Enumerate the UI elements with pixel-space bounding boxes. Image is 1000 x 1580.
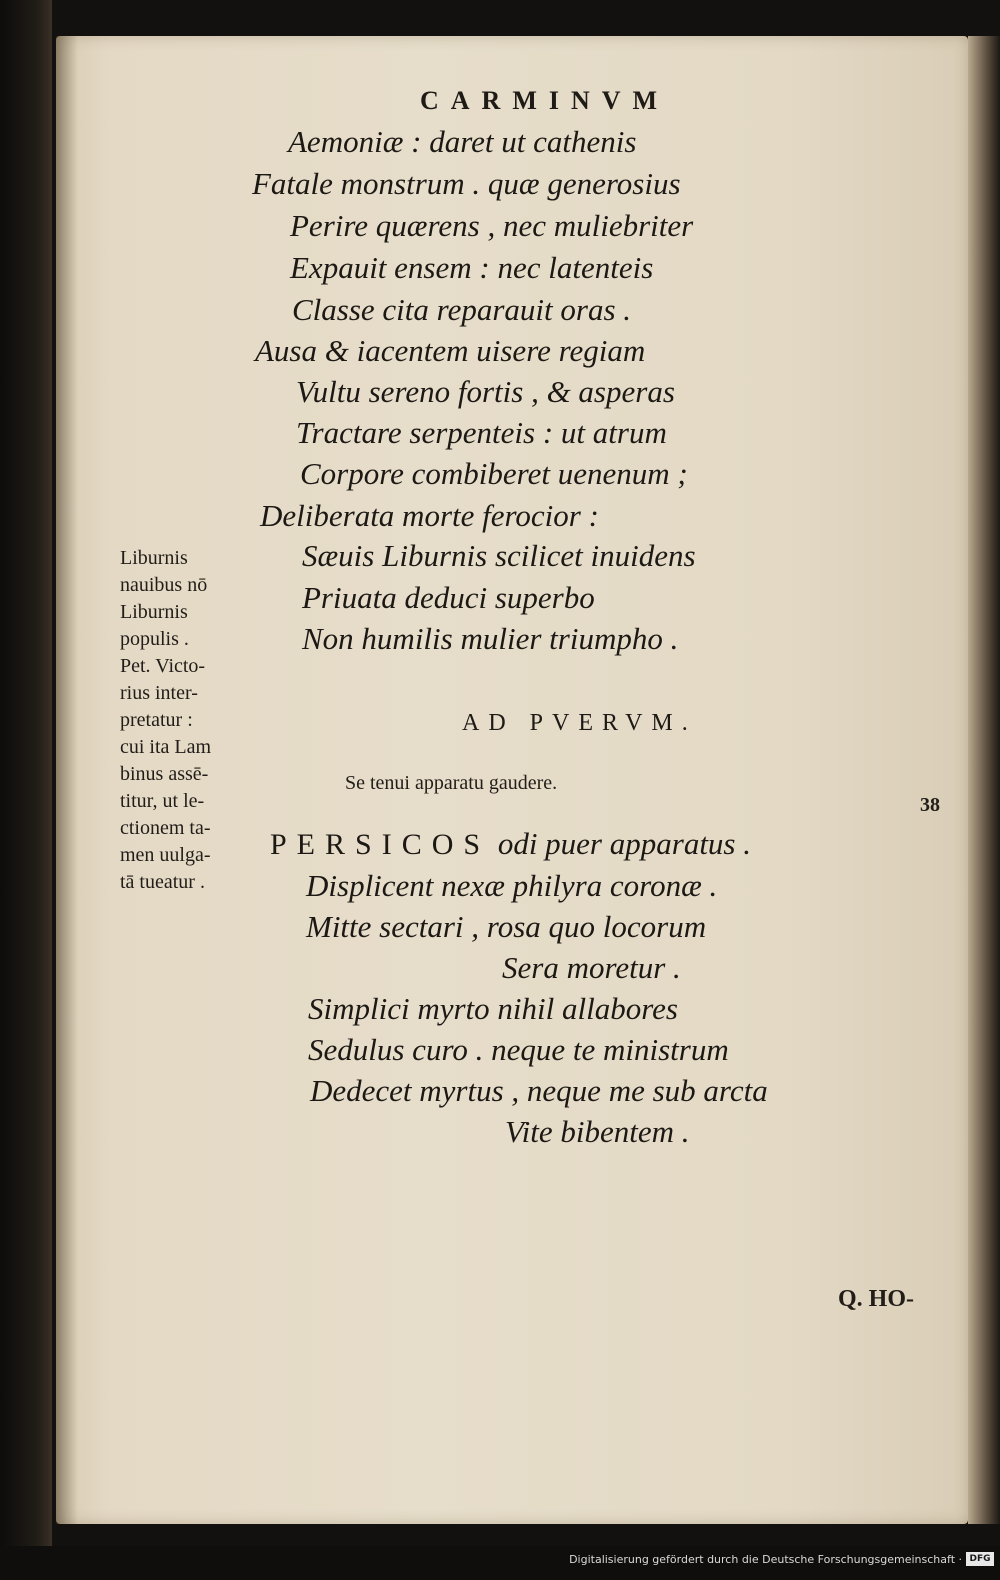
verse-line: Vite bibentem . bbox=[505, 1114, 690, 1149]
verse-line-rest: odi puer apparatus . bbox=[497, 826, 751, 861]
verse-line: Simplici myrto nihil allabores bbox=[308, 991, 678, 1026]
verse-line: Ausa & iacentem uisere regiam bbox=[255, 333, 646, 368]
marginal-line: rius inter- bbox=[120, 682, 198, 704]
verse-line: Vultu sereno fortis , & asperas bbox=[296, 374, 675, 409]
verse-line: Fatale monstrum . quæ generosius bbox=[252, 166, 681, 201]
marginal-line: Pet. Victo- bbox=[120, 655, 206, 677]
footer-credit: Digitalisierung gefördert durch die Deutsche Forschungsgemeinschaft · bbox=[569, 1553, 962, 1566]
verse-line: Sæuis Liburnis scilicet inuidens bbox=[302, 538, 696, 573]
poem-subtitle: Se tenui apparatu gaudere. bbox=[345, 772, 558, 794]
verse-line: Sera moretur . bbox=[502, 950, 681, 985]
facing-page-edge bbox=[968, 36, 1000, 1524]
marginal-line: pretatur : bbox=[120, 709, 193, 731]
marginal-line: titur, ut le- bbox=[120, 790, 205, 812]
marginal-line: tā tueatur . bbox=[120, 871, 205, 893]
verse-line: Non humilis mulier triumpho . bbox=[302, 621, 679, 656]
verse-line: Perire quærens , nec muliebriter bbox=[290, 208, 694, 243]
verse-line: Aemoniæ : daret ut cathenis bbox=[288, 124, 637, 159]
running-head: CARMINVM bbox=[420, 86, 670, 115]
catchword: Q. HO- bbox=[838, 1286, 914, 1312]
verse-line: Deliberata morte ferocior : bbox=[260, 498, 599, 533]
dfg-logo: DFG bbox=[966, 1552, 994, 1566]
marginal-line: men uulga- bbox=[120, 844, 211, 866]
folio-number: 38 bbox=[920, 794, 940, 816]
verse-line: Priuata deduci superbo bbox=[302, 580, 595, 615]
verse-line: Classe cita reparauit oras . bbox=[292, 292, 632, 327]
verse-line: Dedecet myrtus , neque me sub arcta bbox=[310, 1073, 768, 1108]
book-left-edge bbox=[0, 0, 52, 1580]
marginal-line: populis . bbox=[120, 628, 189, 650]
marginal-line: cui ita Lam bbox=[120, 736, 212, 758]
marginal-note bbox=[120, 545, 250, 896]
verse-line-first bbox=[270, 826, 751, 862]
verse-line: Sedulus curo . neque te ministrum bbox=[308, 1032, 729, 1067]
marginal-line: Liburnis bbox=[120, 547, 188, 569]
verse-line: Displicent nexæ philyra coronæ . bbox=[306, 868, 718, 903]
marginal-line: binus assē- bbox=[120, 763, 209, 785]
verse-line: Tractare serpenteis : ut atrum bbox=[296, 415, 667, 450]
verse-line: Mitte sectari , rosa quo locorum bbox=[306, 909, 707, 944]
poem-title: AD PVERVM. bbox=[462, 710, 697, 736]
marginal-line: Liburnis bbox=[120, 601, 188, 623]
verse-line: Expauit ensem : nec latenteis bbox=[290, 250, 654, 285]
initial-caps-word: PERSICOS bbox=[270, 828, 491, 861]
verse-line: Corpore combiberet uenenum ; bbox=[300, 456, 688, 491]
binding-shadow bbox=[56, 36, 78, 1524]
marginal-line: nauibus nō bbox=[120, 574, 208, 596]
marginal-line: ctionem ta- bbox=[120, 817, 211, 839]
